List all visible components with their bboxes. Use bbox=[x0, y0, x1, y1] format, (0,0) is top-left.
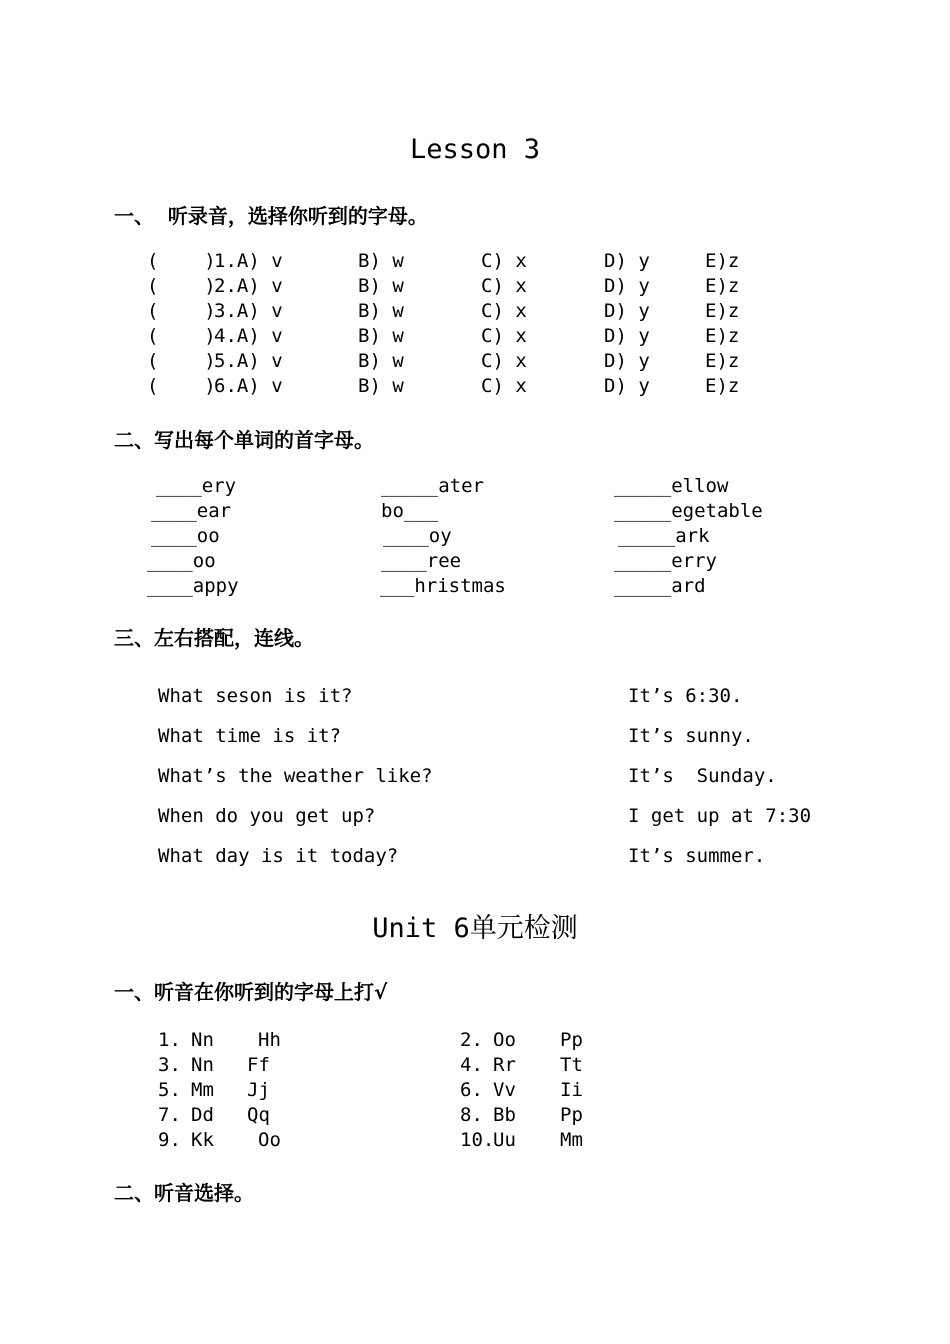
option-d: D) y bbox=[604, 350, 650, 372]
option-b: B) w bbox=[358, 375, 404, 397]
section-heading: 二、写出每个单词的首字母。 bbox=[114, 428, 374, 452]
option-d: D) y bbox=[604, 375, 650, 397]
item-number: 1. bbox=[158, 1029, 181, 1051]
letter-option[interactable]: Rr bbox=[493, 1054, 516, 1076]
answer-item[interactable]: I get up at 7:30 bbox=[628, 805, 812, 827]
option-e: E)z bbox=[705, 350, 740, 372]
option-a: 6.A) v bbox=[214, 375, 283, 397]
option-d: D) y bbox=[604, 275, 650, 297]
word-blank[interactable]: ____ear bbox=[151, 500, 232, 522]
option-c: C) x bbox=[481, 325, 527, 347]
letter-option[interactable]: Vv bbox=[493, 1079, 516, 1101]
question-item[interactable]: What’s the weather like? bbox=[158, 765, 433, 787]
option-e: E)z bbox=[705, 275, 740, 297]
answer-blank[interactable]: ( ) bbox=[147, 375, 216, 397]
letter-option[interactable]: Qq bbox=[247, 1104, 270, 1126]
word-blank[interactable]: ____oo bbox=[147, 550, 216, 572]
letter-option[interactable]: Kk bbox=[191, 1129, 214, 1151]
option-b: B) w bbox=[358, 275, 404, 297]
word-blank[interactable]: ____oy bbox=[383, 525, 452, 547]
section-heading: 一、 听录音，选择你听到的字母。 bbox=[114, 204, 428, 228]
letter-option[interactable]: Nn bbox=[191, 1054, 214, 1076]
word-blank[interactable]: _____ater bbox=[381, 475, 484, 497]
item-number: 8. bbox=[460, 1104, 483, 1126]
question-item[interactable]: When do you get up? bbox=[158, 805, 376, 827]
choice-row bbox=[0, 350, 950, 376]
answer-item[interactable]: It’s summer. bbox=[628, 845, 766, 867]
answer-item[interactable]: It’s sunny. bbox=[628, 725, 754, 747]
option-a: 4.A) v bbox=[214, 325, 283, 347]
option-d: D) y bbox=[604, 300, 650, 322]
letter-option[interactable]: Mm bbox=[191, 1079, 214, 1101]
option-c: C) x bbox=[481, 350, 527, 372]
word-blank[interactable]: bo___ bbox=[381, 500, 439, 522]
letter-option[interactable]: Mm bbox=[560, 1129, 583, 1151]
answer-blank[interactable]: ( ) bbox=[147, 300, 216, 322]
choice-row bbox=[0, 375, 950, 401]
word-blank[interactable]: _____ellow bbox=[614, 475, 729, 497]
letter-option[interactable]: Pp bbox=[560, 1029, 583, 1051]
option-b: B) w bbox=[358, 325, 404, 347]
answer-blank[interactable]: ( ) bbox=[147, 275, 216, 297]
option-e: E)z bbox=[705, 375, 740, 397]
option-c: C) x bbox=[481, 250, 527, 272]
letter-option[interactable]: Dd bbox=[191, 1104, 214, 1126]
question-item[interactable]: What day is it today? bbox=[158, 845, 399, 867]
word-blank[interactable]: _____erry bbox=[614, 550, 717, 572]
word-blank[interactable]: ____ree bbox=[381, 550, 462, 572]
word-blank[interactable]: _____ark bbox=[618, 525, 710, 547]
letter-option[interactable]: Ii bbox=[560, 1079, 583, 1101]
letter-option[interactable]: Tt bbox=[560, 1054, 583, 1076]
answer-item[interactable]: It’s Sunday. bbox=[628, 765, 777, 787]
option-b: B) w bbox=[358, 300, 404, 322]
option-c: C) x bbox=[481, 300, 527, 322]
choice-row bbox=[0, 250, 950, 276]
answer-blank[interactable]: ( ) bbox=[147, 325, 216, 347]
section-heading: 二、听音选择。 bbox=[114, 1181, 254, 1205]
word-blank[interactable]: _____egetable bbox=[614, 500, 763, 522]
letter-option[interactable]: Ff bbox=[247, 1054, 270, 1076]
word-blank[interactable]: _____ard bbox=[614, 575, 706, 597]
word-blank[interactable]: ____appy bbox=[147, 575, 239, 597]
option-d: D) y bbox=[604, 325, 650, 347]
letter-option[interactable]: Pp bbox=[560, 1104, 583, 1126]
option-c: C) x bbox=[481, 375, 527, 397]
option-d: D) y bbox=[604, 250, 650, 272]
option-e: E)z bbox=[705, 250, 740, 272]
option-a: 5.A) v bbox=[214, 350, 283, 372]
choice-row bbox=[0, 325, 950, 351]
item-number: 5. bbox=[158, 1079, 181, 1101]
word-blank[interactable]: ____oo bbox=[151, 525, 220, 547]
question-item[interactable]: What seson is it? bbox=[158, 685, 353, 707]
unit-title: Unit 6单元检测 bbox=[372, 913, 578, 944]
answer-blank[interactable]: ( ) bbox=[147, 350, 216, 372]
option-c: C) x bbox=[481, 275, 527, 297]
item-number: 6. bbox=[460, 1079, 483, 1101]
item-number: 4. bbox=[460, 1054, 483, 1076]
letter-option[interactable]: Hh bbox=[258, 1029, 281, 1051]
answer-blank[interactable]: ( ) bbox=[147, 250, 216, 272]
option-e: E)z bbox=[705, 325, 740, 347]
letter-option[interactable]: Uu bbox=[493, 1129, 516, 1151]
item-number: 3. bbox=[158, 1054, 181, 1076]
section-heading: 三、左右搭配，连线。 bbox=[114, 626, 314, 650]
word-blank[interactable]: ___hristmas bbox=[380, 575, 506, 597]
letter-option[interactable]: Nn bbox=[191, 1029, 214, 1051]
option-a: 3.A) v bbox=[214, 300, 283, 322]
letter-option[interactable]: Bb bbox=[493, 1104, 516, 1126]
choice-row bbox=[0, 275, 950, 301]
word-blank[interactable]: ____ery bbox=[156, 475, 237, 497]
answer-item[interactable]: It’s 6:30. bbox=[628, 685, 743, 707]
item-number: 10. bbox=[460, 1129, 495, 1151]
letter-option[interactable]: Jj bbox=[247, 1079, 270, 1101]
page-title: Lesson 3 bbox=[409, 134, 541, 165]
section-heading: 一、听音在你听到的字母上打√ bbox=[114, 980, 388, 1004]
question-item[interactable]: What time is it? bbox=[158, 725, 342, 747]
choice-row bbox=[0, 300, 950, 326]
option-e: E)z bbox=[705, 300, 740, 322]
item-number: 7. bbox=[158, 1104, 181, 1126]
option-b: B) w bbox=[358, 350, 404, 372]
option-a: 1.A) v bbox=[214, 250, 283, 272]
option-a: 2.A) v bbox=[214, 275, 283, 297]
option-b: B) w bbox=[358, 250, 404, 272]
item-number: 2. bbox=[460, 1029, 483, 1051]
letter-option[interactable]: Oo bbox=[258, 1129, 281, 1151]
item-number: 9. bbox=[158, 1129, 181, 1151]
letter-option[interactable]: Oo bbox=[493, 1029, 516, 1051]
